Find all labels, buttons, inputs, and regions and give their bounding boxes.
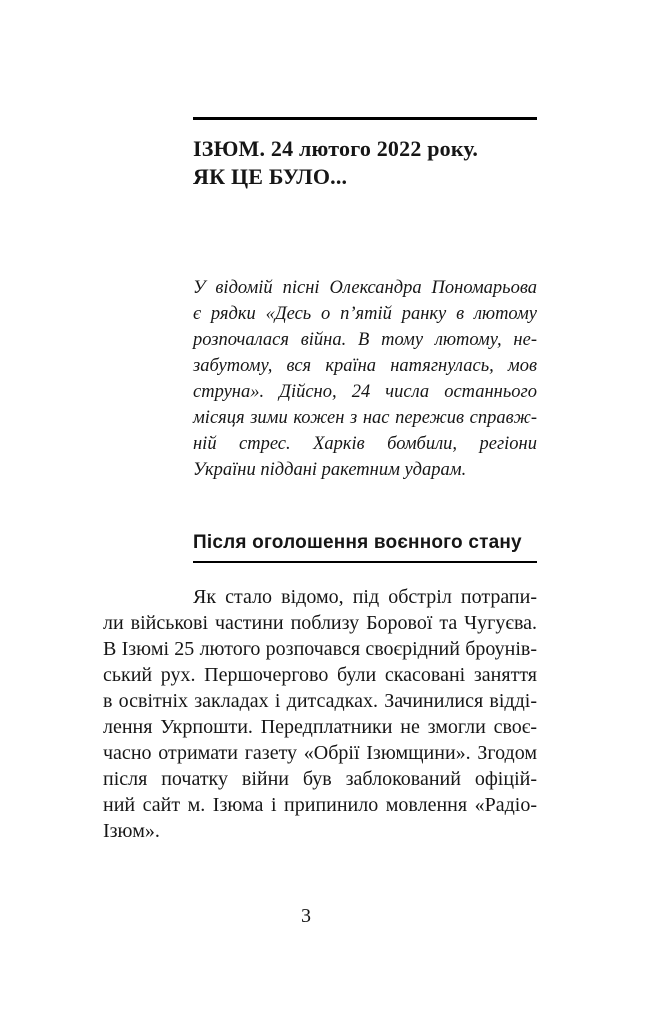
page-number: 3 <box>301 905 311 927</box>
text-line: України піддані ракетним ударам. <box>193 460 467 480</box>
text-line: є рядки «Десь о п’ятій ранку в лютому <box>193 304 537 324</box>
text-line: ний сайт м. Ізюма і припинило мовлення «Радіо- <box>103 794 537 816</box>
chapter-title-line: ІЗЮМ. 24 лютого 2022 року. <box>193 136 479 161</box>
section-heading: Після оголошення воєнного стану <box>193 531 537 563</box>
chapter-title-line: ЯК ЦЕ БУЛО... <box>193 164 348 189</box>
text-line: Ізюм». <box>103 820 160 842</box>
chapter-top-rule <box>193 117 537 120</box>
text-line: часно отримати газету «Обрії Ізюмщини». Згодом <box>103 742 537 764</box>
text-line: місяця зими кожен з нас пережив справж- <box>193 408 537 428</box>
text-line: Як стало відомо, під обстріл потрапи- <box>193 586 537 608</box>
body-paragraph <box>103 584 537 844</box>
text-line: ський рух. Першочергово були скасовані заняття <box>103 664 537 686</box>
text-line: забутому, вся країна натягнулась, мов <box>193 356 537 376</box>
text-line: лення Укрпошти. Передплатники не змогли своє- <box>103 716 537 738</box>
text-line: після початку війни був заблокований офіцій- <box>103 768 537 790</box>
epigraph-quote <box>193 275 537 483</box>
chapter-title <box>193 135 547 191</box>
text-line: струна». Дійсно, 24 числа останнього <box>193 382 537 402</box>
text-line: ли військові частини поблизу Борової та Чугуєва. <box>103 612 537 634</box>
text-line: У відомій пісні Олександра Пономарьова <box>193 278 537 298</box>
text-line: розпочалася війна. В тому лютому, не- <box>193 330 537 350</box>
text-line: В Ізюмі 25 лютого розпочався своєрідний броунів- <box>103 638 537 660</box>
text-line: в освітніх закладах і дитсадках. Зачинилися відді- <box>103 690 537 712</box>
text-line: ній стрес. Харків бомбили, регіони <box>193 434 537 454</box>
